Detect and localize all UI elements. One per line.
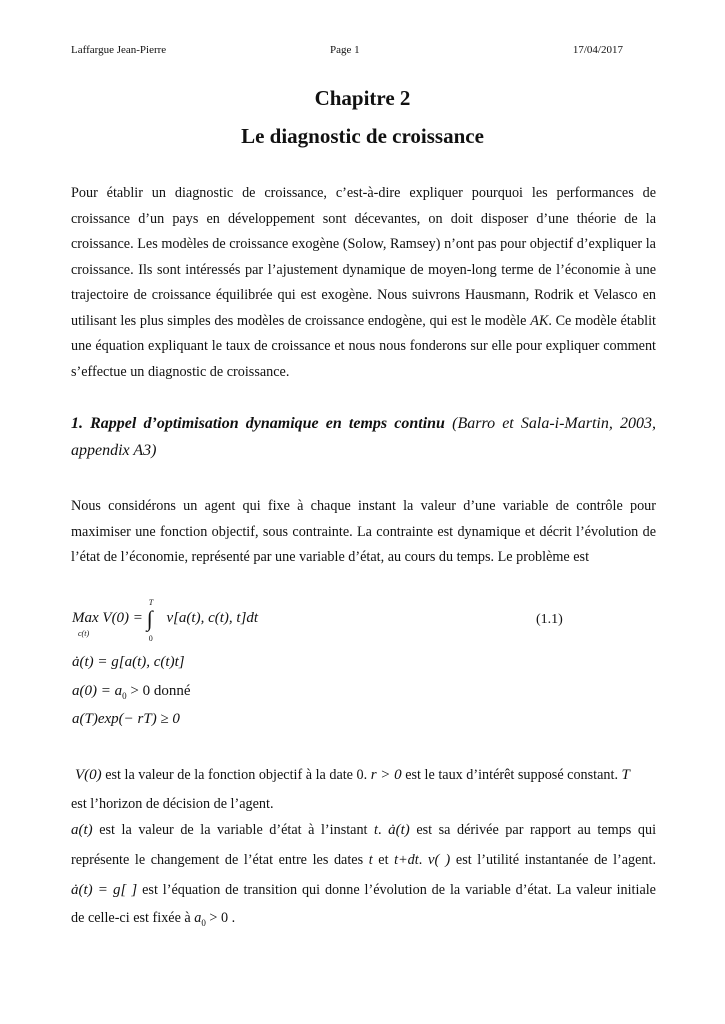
header-author: Laffargue Jean-Pierre: [71, 44, 167, 56]
dynamics-expression: ȧ(t) = g[a(t), c(t)t]: [72, 654, 185, 670]
explain-v: v( ): [427, 852, 451, 868]
explain-r: r > 0: [370, 767, 402, 783]
terminal-expression: a(T)exp(− rT) ≥ 0: [72, 711, 180, 727]
objective-equation: [72, 598, 259, 643]
initial-subscript: 0: [122, 691, 127, 701]
initial-rhs: > 0 donné: [126, 683, 191, 699]
section-heading-title: 1. Rappel d’optimisation dynamique en temps continu: [71, 415, 445, 432]
integral-sign-icon: ∫: [146, 606, 153, 631]
problem-paragraph: Nous considérons un agent qui fixe à chaque instant la valeur d’une variable de contrôle pour maximiser une fonction objectif, sous contrainte. La contrainte est dynamique et décrit l’évolution de l’état de l’économie, représenté par une variable d’état, au cours du temps. Le problème est: [71, 498, 656, 565]
objective-subscript: c(t): [78, 629, 90, 638]
explanation-line-6: de celle-ci est fixée à $a_0 > 0$ .: [71, 910, 236, 928]
intro-paragraph: [71, 181, 656, 385]
section-heading-reference: (Barro et Sala-i-Martin, 2003, appendix A3): [71, 415, 657, 459]
intro-part2: . Ce modèle établit une équation expliquant le taux de croissance et nous nous fonderons sur elle pour expliquer comment s’effectue un diagnostic de croissance.: [71, 312, 656, 380]
explanation-line-3: a(t) est la valeur de la variable d’état à l’instant t. ȧ(t) est sa dérivée par rapport au temps qui: [71, 822, 657, 838]
explain-transition: ȧ(t) = g[ ]: [71, 882, 138, 898]
dynamics-equation: [72, 654, 185, 671]
objective-lhs: Max V(0) =: [72, 610, 143, 626]
objective-rhs: v[a(t), c(t), t]dt: [166, 610, 259, 626]
initial-condition: [72, 683, 191, 701]
explanation-line-5: ȧ(t) = g[ ] est l’équation de transition qui donne l’évolution de la variable d’état. La valeur initiale: [71, 882, 656, 898]
integral-lower-bound: 0: [148, 634, 153, 643]
explanation-line-1: V(0) est la valeur de la fonction objectif à la date 0. r > 0 est le taux d’intérêt supposé constant. T: [75, 767, 630, 783]
terminal-condition: [72, 711, 180, 728]
explanation-line-4: représente le changement de l’état entre les dates t et t+dt. v( ) est l’utilité instantanée de l’agent.: [71, 852, 657, 868]
explain-v0: V(0): [75, 767, 102, 783]
explain-a-dot: ȧ(t): [388, 822, 410, 838]
section-heading: [71, 410, 656, 464]
intro-part1: Pour établir un diagnostic de croissance, c’est-à-dire expliquer pourquoi les performances de croissance d’un pays en développement sont décevantes, on doit disposer d’une théorie de la croissance. Les modèles de croissance exogène (Solow, Ramsey) n’ont pas pour objectif d’expliquer la croissance. Ils sont intéressés par l’ajustement dynamique de moyen-long terme de l’économie à une trajectoire de croissance équilibrée qui est exogène. Nous suivrons Hausmann, Rodrik et Velasco en utilisant les plus simples des modèles de croissance endogène, qui est le modèle: [71, 185, 656, 329]
explain-T: T: [621, 767, 630, 783]
explanation-line-2: est l’horizon de décision de l’agent.: [71, 796, 274, 812]
equation-number: (1.1): [536, 612, 563, 627]
integral-upper-bound: T: [148, 598, 154, 607]
chapter-title: Chapitre 2: [314, 86, 411, 110]
initial-lhs: a(0) = a: [72, 683, 123, 699]
intro-model-name: AK: [530, 312, 549, 329]
header-date: 17/04/2017: [572, 44, 623, 56]
explain-a-t: a(t): [71, 822, 93, 838]
chapter-subtitle: Le diagnostic de croissance: [241, 124, 484, 148]
header-page-number: Page 1: [330, 44, 360, 56]
explain-a0: a: [194, 910, 202, 926]
